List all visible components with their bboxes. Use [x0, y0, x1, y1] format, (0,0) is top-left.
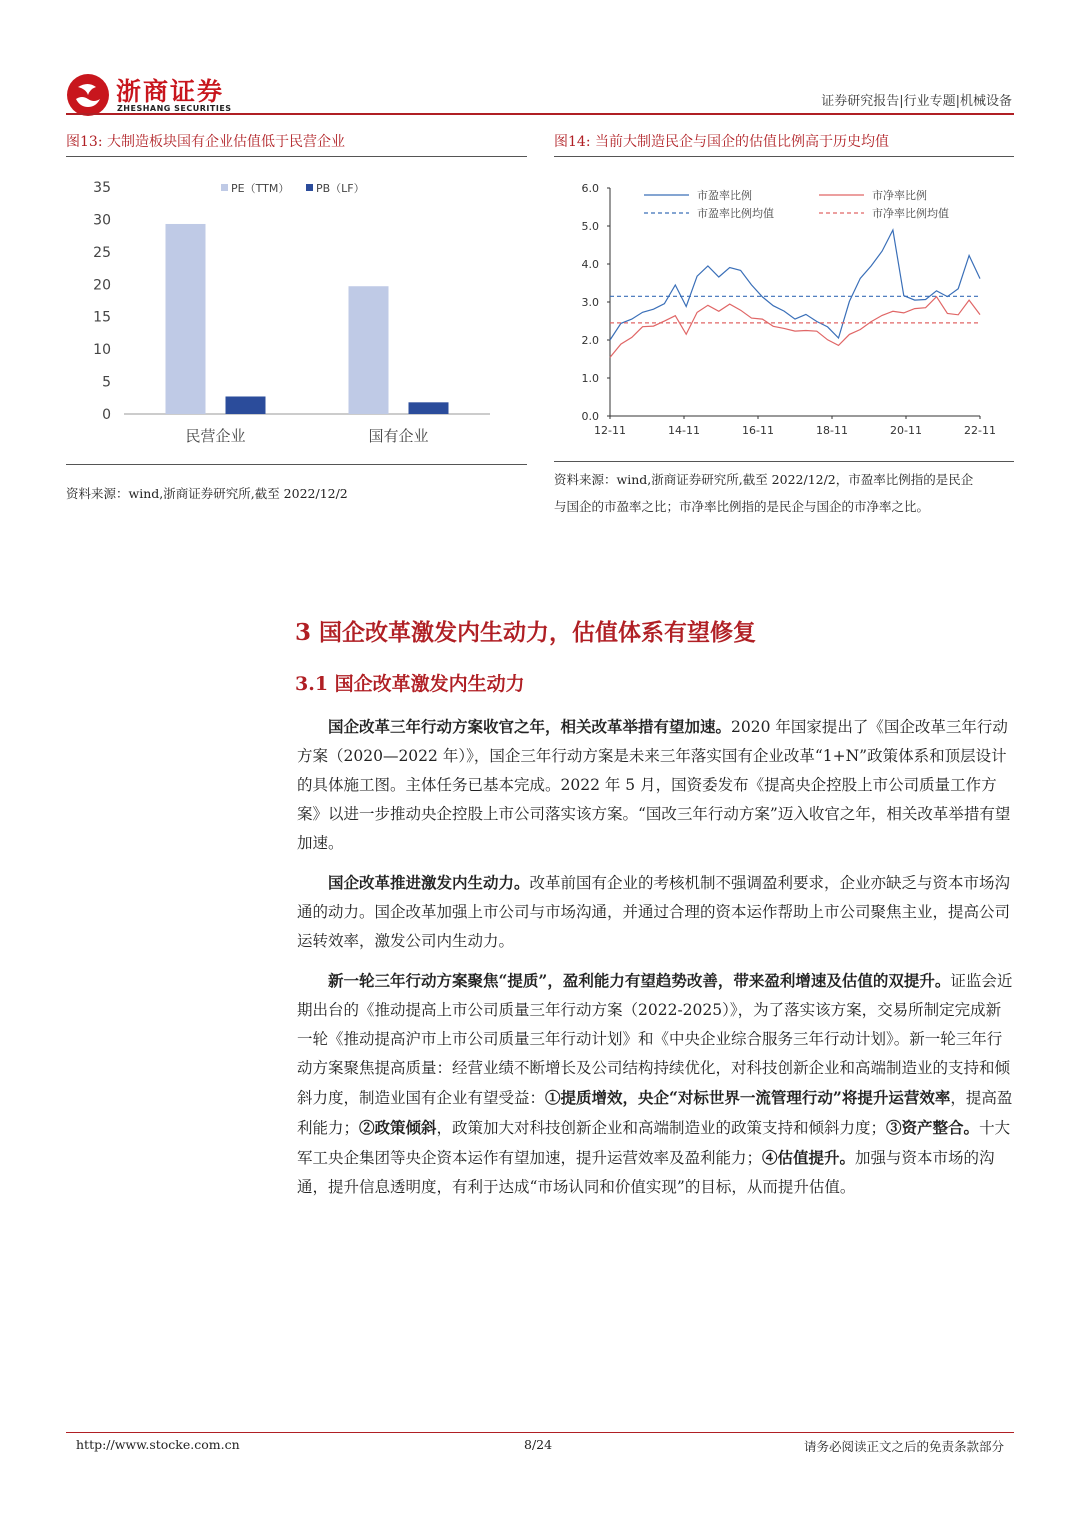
legend-label: PB（LF） [316, 182, 365, 195]
y-tick-label: 15 [93, 309, 111, 326]
paragraph-3-bold-1: ①提质增效，央企“对标世界一流管理行动”将提升运营效率 [545, 1088, 951, 1107]
paragraph-3-bold-4: ④估值提升。 [762, 1148, 856, 1167]
brand-name: 浙商证券 [116, 77, 225, 106]
footer-disclaimer: 请务必阅读正文之后的免责条款部分 [803, 1439, 1004, 1454]
y-tick-label: 0 [102, 407, 111, 423]
y-tick-label: 5.0 [581, 220, 599, 233]
x-tick-label: 18-11 [816, 424, 848, 437]
y-tick-label: 2.0 [581, 334, 599, 347]
category-label: 国有企业 [368, 427, 429, 445]
x-tick-label: 16-11 [742, 424, 774, 437]
x-tick-label: 20-11 [890, 424, 922, 437]
page-number: 8/24 [524, 1437, 553, 1452]
header-divider [66, 113, 1014, 115]
legend-label: 市盈率比例 [697, 189, 752, 202]
paragraph-1-lead: 国企改革三年行动方案收官之年，相关改革举措有望加速。 [328, 717, 732, 736]
bar-pe-0 [166, 224, 206, 414]
figure14-caption-rule [554, 156, 1014, 157]
paragraph-3-text-c: ，提高盈利能力； [297, 1089, 1013, 1137]
y-tick-label: 3.0 [581, 296, 599, 309]
breadcrumb: 证券研究报告|行业专题|机械设备 [821, 94, 1012, 109]
subsection-heading: 3.1 国企改革激发内生动力 [295, 673, 525, 695]
y-tick-label: 35 [93, 180, 111, 196]
legend-label: 市盈率比例均值 [697, 207, 774, 220]
y-tick-label: 0.0 [581, 410, 599, 423]
series-line-1 [610, 297, 980, 358]
paragraph-3-text-e: 十大军工央企集团等央企资本运作有望加速，提升运营效率及盈利能力； [297, 1119, 1011, 1167]
y-tick-label: 20 [93, 277, 111, 294]
y-tick-label: 30 [93, 212, 111, 229]
figure14-line-chart [554, 175, 1014, 445]
brand-name-en: ZHESHANG SECURITIES [117, 104, 232, 113]
y-tick-label: 5 [102, 374, 111, 391]
figure13-bottom-rule [66, 464, 527, 465]
bar-pb-1 [409, 402, 449, 414]
series-line-0 [610, 230, 980, 340]
x-tick-label: 14-11 [668, 424, 700, 437]
y-tick-label: 4.0 [581, 258, 599, 271]
y-tick-label: 1.0 [581, 372, 599, 385]
y-tick-label: 10 [93, 342, 111, 359]
paragraph-3-bold-2: ②政策倾斜 [359, 1118, 437, 1137]
figure13-caption-rule [66, 156, 527, 157]
figure14-caption: 图14: 当前大制造民企与国企的估值比例高于历史均值 [554, 134, 889, 150]
paragraph-3-text-a: 证监会近期出台的《推动提高上市公司质量三年行动方案（2022-2025）》，为了落实该方案，交易所制定完成新一轮《推动提高沪市上市公司质量三年行动计划》和《中央企业综合服务三年行动计划》。新一轮三年行动方案聚焦提高质量：经营业绩不断增长及公司结构持续优化，对科技创新企业和高端制造业的支持和倾斜力度，制造业国有企业有望受益： [297, 972, 1013, 1107]
category-label: 民营企业 [185, 427, 246, 445]
paragraph-3-bold-3: ③资产整合。 [886, 1118, 980, 1137]
paragraph-2-lead: 国企改革推进激发内生动力。 [328, 873, 530, 892]
section-heading: 3 国企改革激发内生动力，估值体系有望修复 [295, 619, 757, 646]
y-tick-label: 6.0 [581, 182, 599, 195]
paragraph-3-text-d: ，政策加大对科技创新企业和高端制造业的政策支持和倾斜力度； [436, 1119, 887, 1137]
paragraph-3 [297, 966, 1015, 1202]
bar-pb-0 [226, 396, 266, 414]
figure13-bar-chart [66, 170, 527, 450]
paragraph-2-body: 改革前国有企业的考核机制不强调盈利要求，企业亦缺乏与资本市场沟通的动力。国企改革加强上市公司与市场沟通，并通过合理的资本运作帮助上市公司聚焦主业，提高公司运转效率，激发公司内生动力。 [297, 874, 1011, 950]
x-tick-label: 22-11 [964, 424, 996, 437]
paragraph-1 [297, 712, 1015, 858]
company-logo-icon [66, 73, 110, 117]
legend-label: 市净率比例均值 [872, 207, 949, 220]
figure14-source-line1: 资料来源：wind,浙商证券研究所,截至 2022/12/2，市盈率比例指的是民企 [554, 472, 974, 487]
footer-url[interactable]: http://www.stocke.com.cn [76, 1437, 240, 1452]
legend-label: 市净率比例 [872, 189, 927, 202]
x-tick-label: 12-11 [594, 424, 626, 437]
legend-swatch [221, 184, 228, 191]
figure13-caption: 图13: 大制造板块国有企业估值低于民营企业 [66, 134, 345, 150]
paragraph-3-lead: 新一轮三年行动方案聚焦“提质”，盈利能力有望趋势改善，带来盈利增速及估值的双提升。 [328, 971, 951, 990]
paragraph-1-body: 2020 年国家提出了《国企改革三年行动方案（2020—2022 年）》，国企三年行动方案是未来三年落实国有企业改革“1+N”政策体系和顶层设计的具体施工图。主体任务已基本完成。2022 年 5 月，国资委发布《提高央企控股上市公司质量工作方案》以进一步推动央企控股上市公司落实该方案。“国改三年行动方案”迈入收官之年，相关改革举措有望加速。 [297, 718, 1011, 852]
legend-label: PE（TTM） [231, 182, 290, 195]
y-tick-label: 25 [93, 244, 111, 261]
legend-swatch [306, 184, 313, 191]
bar-pe-1 [349, 286, 389, 414]
figure14-bottom-rule [554, 461, 1014, 462]
paragraph-2 [297, 868, 1015, 956]
paragraph-3-text-f: 加强与资本市场的沟通，提升信息透明度，有利于达成“市场认同和价值实现”的目标，从而提升估值。 [297, 1149, 995, 1196]
figure14-source-line2: 与国企的市盈率之比；市净率比例指的是民企与国企的市净率之比。 [554, 499, 930, 514]
footer-divider [66, 1432, 1014, 1433]
figure13-source: 资料来源：wind,浙商证券研究所,截至 2022/12/2 [66, 486, 348, 501]
